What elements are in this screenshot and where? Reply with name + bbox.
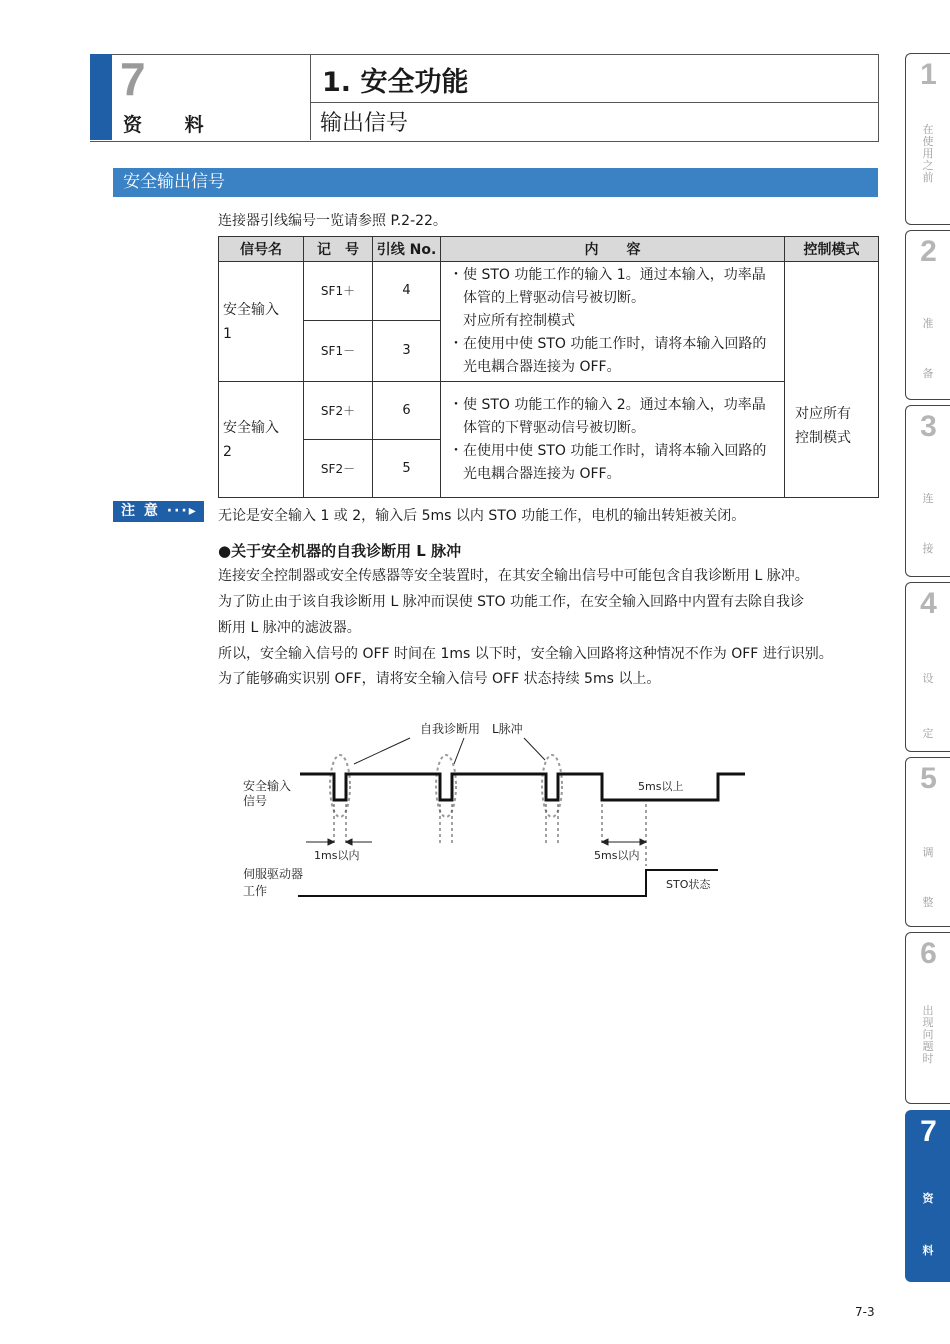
chapter-tab-3[interactable] [905, 405, 950, 577]
header-cell: 控制模式 [785, 237, 879, 262]
leader-line [354, 738, 410, 764]
arrowhead [640, 839, 646, 845]
signal-name: 安全输入 2 [223, 419, 279, 460]
subheading: ●关于安全机器的自我诊断用 L 脉冲 [218, 542, 462, 560]
servo-label-1: 伺服驱动器 [243, 867, 304, 881]
chapter-tab-5[interactable] [905, 757, 950, 927]
tab-label: 调 整 [922, 846, 945, 909]
servo-operation-waveform [298, 870, 718, 896]
paragraph-line: 所以，安全输入信号的 OFF 时间在 1ms 以下时，安全输入回路将这种情况不作为 OFF 进行识别。 [218, 646, 833, 662]
code-cell: SF2－ [304, 440, 373, 498]
chapter-tab-7[interactable] [905, 1110, 950, 1282]
section-heading: 安全输出信号 [113, 168, 878, 197]
chapter-tab-6[interactable] [905, 932, 950, 1104]
arrowhead [346, 839, 352, 845]
intro-text: 连接器引线编号一览请参照 P.2-22。 [218, 213, 447, 229]
description-line: ・在使用中使 STO 功能工作时，请将本输入回路的光电耦合器连接为 OFF。 [449, 336, 767, 375]
tab-label: 连 接 [922, 492, 945, 555]
tab-number: 6 [920, 937, 937, 970]
description-line: ・使 STO 功能工作的输入 2。通过本输入，功率晶体管的下臂驱动信号被切断。 [449, 396, 766, 436]
pin-cell: 5 [373, 440, 441, 498]
paragraph-line: 断用 L 脉冲的滤波器。 [218, 620, 361, 636]
chapter-tab-2[interactable] [905, 230, 950, 400]
signal-label-1: 安全输入 [243, 779, 292, 793]
paragraph-line: 为了防止由于该自我诊断用 L 脉冲而误使 STO 功能工作，在安全输入回路中内置有去除自我诊 [218, 594, 805, 610]
sto-state-label: STO状态 [666, 878, 711, 891]
arrowhead [328, 839, 334, 845]
caution-text: 无论是安全输入 1 或 2，输入后 5ms 以内 STO 功能工作，电机的输出转矩被关闭。 [218, 508, 746, 524]
page-number: 7-3 [855, 1305, 875, 1319]
pin-cell: 6 [373, 382, 441, 440]
header-cell: 信号名 [219, 237, 304, 262]
tab-number: 2 [920, 235, 937, 268]
chapter-tab-1[interactable] [905, 53, 950, 225]
chapter-tab-4[interactable] [905, 582, 950, 752]
within-5ms-label: 5ms以内 [594, 849, 640, 862]
header-cell: 引线 No. [373, 237, 441, 262]
tab-number: 7 [920, 1115, 937, 1148]
control-mode-text: 对应所有控制模式 [795, 405, 851, 446]
chapter-name: 资 料 [123, 114, 222, 136]
code-cell: SF2＋ [304, 382, 373, 440]
section-title: 1. 安全功能 [322, 67, 469, 98]
code-cell: SF1－ [304, 320, 373, 381]
tab-label: 资 料 [922, 1192, 945, 1257]
signal-label-2: 信号 [243, 794, 268, 808]
description-line: ・在使用中使 STO 功能工作时，请将本输入回路的光电耦合器连接为 OFF。 [449, 442, 767, 482]
header-cell: 内 容 [441, 237, 785, 262]
tab-number: 1 [920, 58, 937, 91]
leader-line [524, 738, 545, 760]
pin-cell: 3 [373, 320, 441, 381]
leader-line [454, 738, 464, 764]
tab-number: 3 [920, 410, 937, 443]
signal-name: 安全输入 1 [223, 301, 279, 342]
paragraph-line: 连接安全控制器或安全传感器等安全装置时，在其安全输出信号中可能包含自我诊断用 L 脉冲。 [218, 568, 809, 584]
arrowhead [602, 839, 608, 845]
pin-cell: 4 [373, 262, 441, 321]
caution-badge: 注 意 ···▸ [113, 501, 204, 522]
header-cell: 记 号 [304, 237, 373, 262]
chapter-number: 7 [120, 53, 146, 105]
tab-number: 5 [920, 762, 937, 795]
over-5ms-label: 5ms以上 [638, 780, 684, 793]
within-1ms-label: 1ms以内 [314, 849, 360, 862]
description-line: ・使 STO 功能工作的输入 1。通过本输入，功率晶体管的上臂驱动信号被切断。 [449, 267, 766, 306]
description-line: 对应所有控制模式 [463, 313, 575, 329]
tab-label: 在使用之前 [922, 123, 934, 184]
tab-number: 4 [920, 587, 937, 620]
code-cell: SF1＋ [304, 262, 373, 321]
subsection-title: 输出信号 [320, 111, 409, 136]
tab-label: 出现问题时 [922, 1004, 934, 1065]
tab-label: 设 定 [922, 672, 945, 740]
servo-label-2: 工作 [243, 884, 268, 898]
tab-label: 准 备 [922, 317, 945, 380]
pulse-label: 自我诊断用 L脉冲 [420, 722, 523, 736]
paragraph-line: 为了能够确实识别 OFF，请将安全输入信号 OFF 状态持续 5ms 以上。 [218, 671, 661, 687]
